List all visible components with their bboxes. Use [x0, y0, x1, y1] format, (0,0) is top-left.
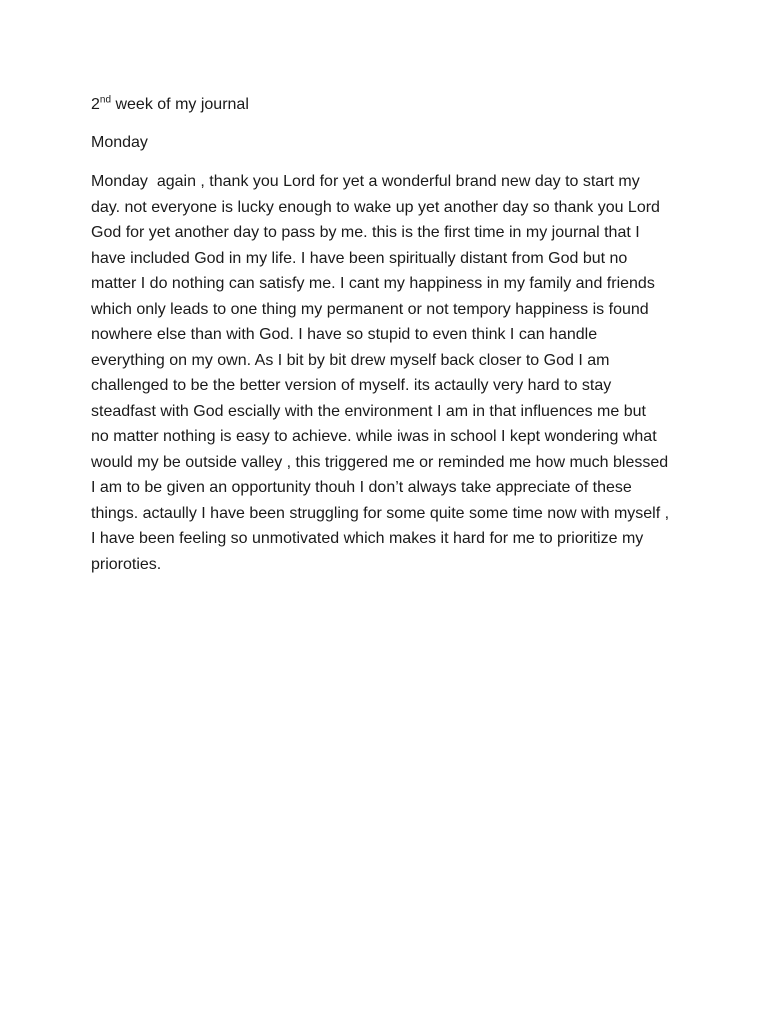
paragraph-line: things. actaully I have been struggling for some quite some time now with myself , — [91, 504, 670, 522]
paragraph-line: matter I do nothing can satisfy me. I cant my happiness in my family and friends — [91, 275, 655, 292]
paragraph-line: would my be outside valley , this triggered me or reminded me how much blessed — [91, 453, 669, 471]
title-number: 2 — [91, 96, 100, 113]
paragraph-line: challenged to be the better version of myself. its actaully very hard to stay — [91, 377, 612, 394]
title-text: week of my journal — [111, 96, 249, 113]
document-title — [91, 93, 691, 117]
paragraph-line: have included God in my life. I have been spiritually distant from God but no — [91, 249, 628, 267]
title-ordinal-suffix: nd — [99, 94, 112, 106]
paragraph-line: which only leads to one thing my permanent or not tempory happiness is found — [91, 300, 649, 318]
paragraph-line: I have been feeling so unmotivated which makes it hard for me to prioritize my — [91, 530, 644, 547]
paragraph-line: God for yet another day to pass by me. this is the first time in my journal that I — [91, 224, 640, 241]
paragraph-line: nowhere else than with God. I have so stupid to even think I can handle — [91, 326, 598, 343]
day-heading: Monday — [91, 134, 148, 151]
paragraph-line: no matter nothing is easy to achieve. while iwas in school I kept wondering what — [91, 428, 657, 445]
paragraph-line: everything on my own. As I bit by bit drew myself back closer to God I am — [91, 351, 610, 369]
paragraph-line: I am to be given an opportunity thouh I don’t always take appreciate of these — [91, 479, 632, 496]
document-content — [91, 93, 691, 577]
paragraph-line: day. not everyone is lucky enough to wake up yet another day so thank you Lord — [91, 198, 660, 216]
paragraph-line: Monday again , thank you Lord for yet a wonderful brand new day to start my — [91, 173, 640, 190]
journal-entry — [91, 169, 691, 577]
paragraph-line: prioroties. — [91, 555, 162, 573]
paragraph-line: steadfast with God escially with the environment I am in that influences me but — [91, 402, 646, 420]
